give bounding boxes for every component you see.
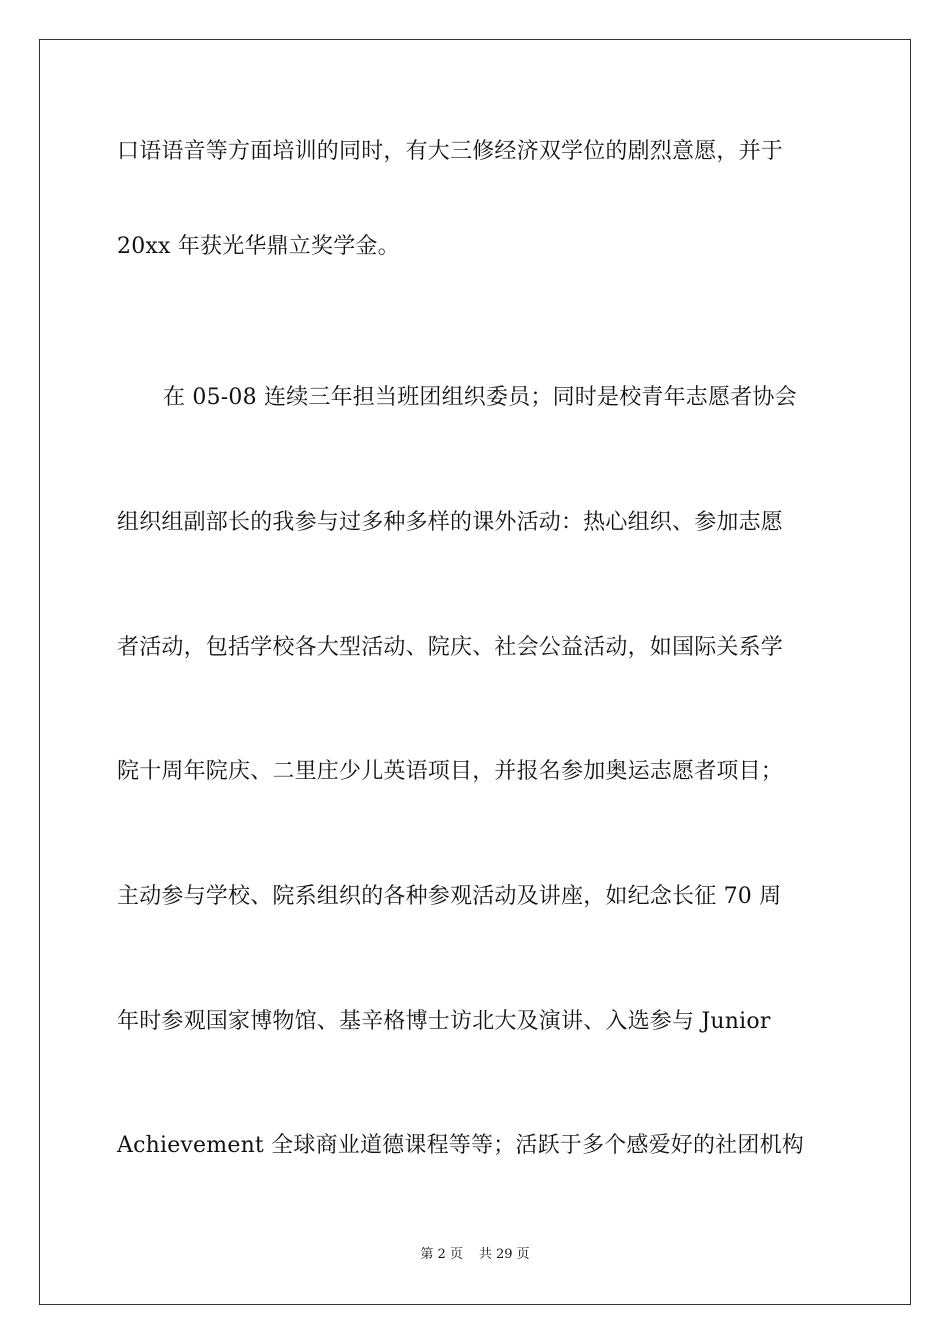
- body-text-line: 组织组副部长的我参与过多种多样的课外活动：热心组织、参加志愿: [117, 510, 784, 535]
- page-total: 共 29 页: [478, 1247, 530, 1262]
- body-text-line: 院十周年院庆、二里庄少儿英语项目，并报名参加奥运志愿者项目；: [117, 759, 784, 784]
- body-text-line: Achievement 全球商业道德课程等等；活跃于多个感爱好的社团机构: [117, 1133, 804, 1158]
- body-text-line: 口语语音等方面培训的同时，有大三修经济双学位的剧烈意愿，并于: [117, 139, 784, 164]
- body-text-line: 年时参观国家博物馆、基辛格博士访北大及演讲、入选参与 Junior: [117, 1009, 771, 1034]
- paragraph-first-line: 在 05-08 连续三年担当班团组织委员；同时是校青年志愿者协会: [163, 385, 797, 410]
- page-number: 第 2 页: [420, 1247, 463, 1262]
- body-text-line: 主动参与学校、院系组织的各种参观活动及讲座，如纪念长征 70 周: [117, 884, 782, 909]
- page-footer: [0, 1246, 950, 1264]
- page-border: [39, 39, 911, 1305]
- body-text-line: 20xx 年获光华鼎立奖学金。: [117, 234, 400, 259]
- body-text-line: 者活动，包括学校各大型活动、院庆、社会公益活动，如国际关系学: [117, 635, 784, 660]
